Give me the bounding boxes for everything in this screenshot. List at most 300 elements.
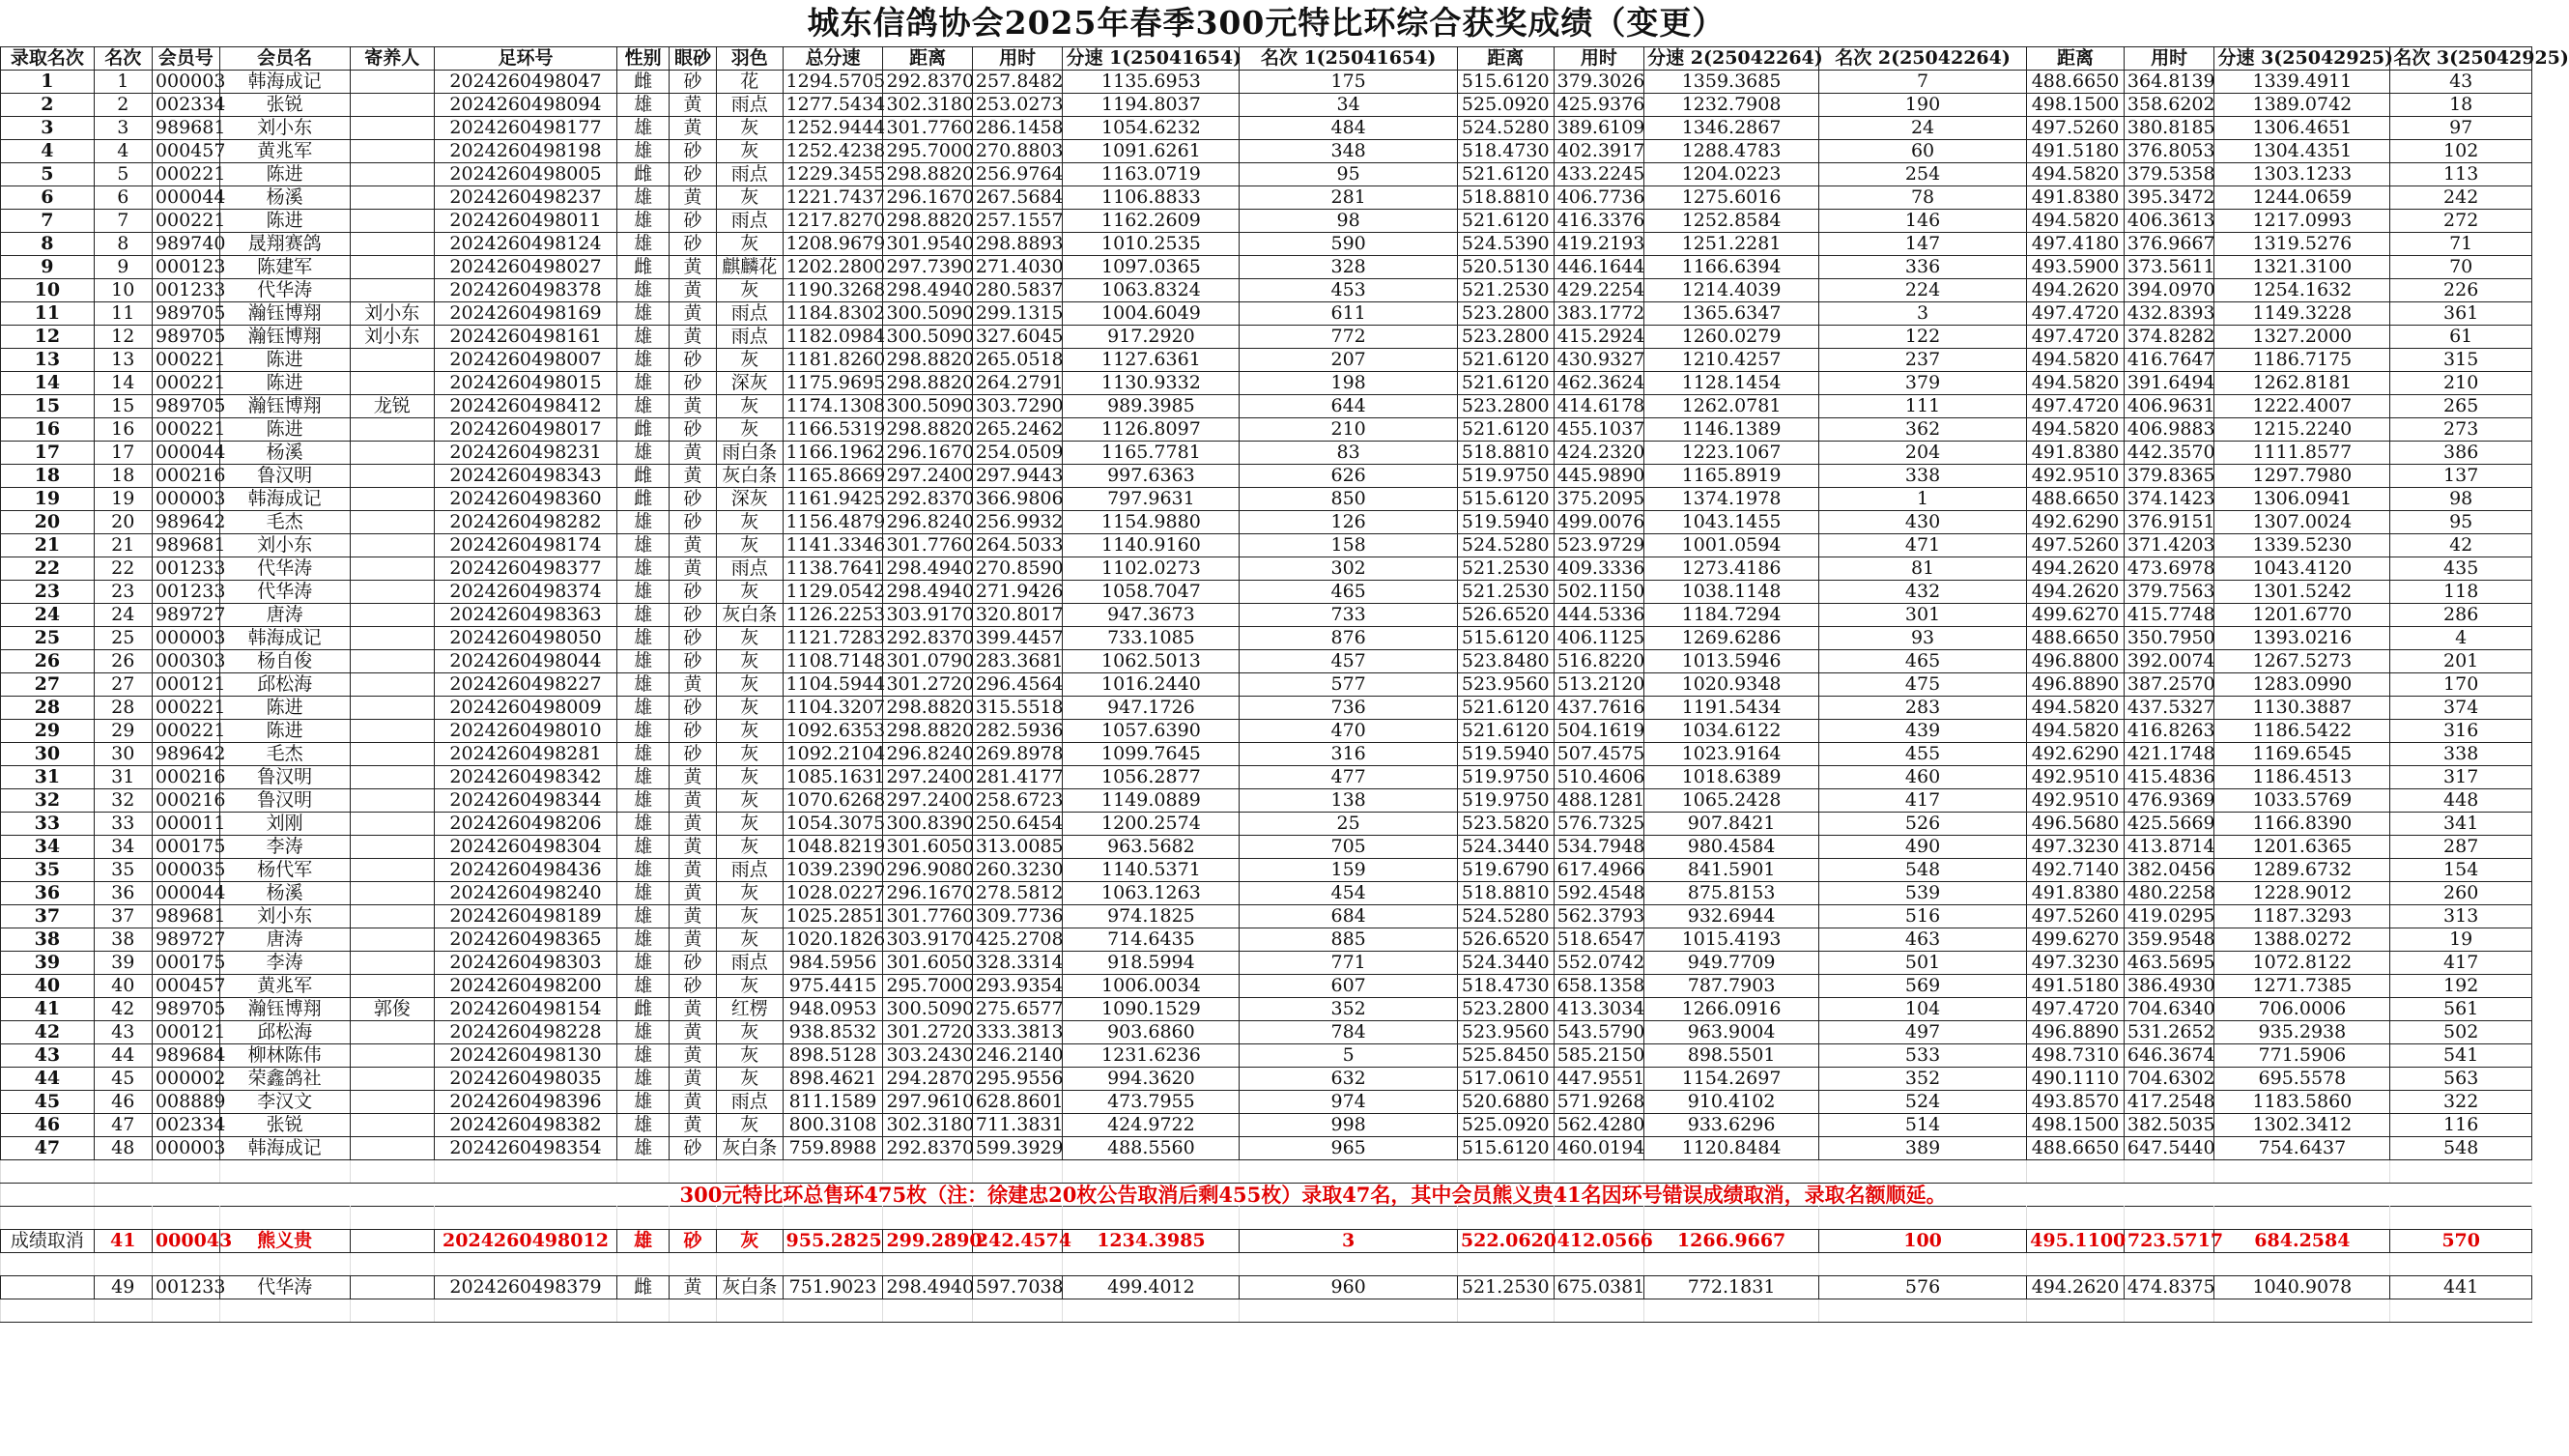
table-cell[interactable]: 19 — [1, 488, 95, 511]
table-cell[interactable]: 533 — [1819, 1044, 2027, 1068]
table-cell[interactable]: 1165.8919 — [1644, 465, 1819, 488]
table-cell[interactable]: 496.8800 — [2027, 650, 2125, 673]
table-cell[interactable]: 34 — [1240, 94, 1458, 117]
table-cell[interactable]: 杨溪 — [219, 186, 350, 210]
table-cell[interactable]: 997.6363 — [1063, 465, 1240, 488]
table-cell[interactable]: 1004.6049 — [1063, 302, 1240, 326]
table-cell[interactable]: 韩海成记 — [219, 71, 350, 94]
table-cell[interactable]: 910.4102 — [1644, 1091, 1819, 1114]
table-cell[interactable]: 1201.6770 — [2214, 604, 2390, 627]
table-cell[interactable]: 25 — [1, 627, 95, 650]
table-cell[interactable]: 30 — [94, 743, 152, 766]
table-cell[interactable]: 492.9510 — [2027, 789, 2125, 813]
table-cell[interactable]: 498.7310 — [2027, 1044, 2125, 1068]
table-cell[interactable]: 刘刚 — [219, 813, 350, 836]
table-cell[interactable] — [350, 627, 434, 650]
table-cell[interactable]: 48 — [94, 1137, 152, 1160]
table-cell[interactable]: 570 — [2390, 1230, 2532, 1253]
table-cell[interactable]: 1020.1826 — [783, 928, 883, 952]
column-header[interactable]: 距离 — [1457, 47, 1554, 71]
table-cell[interactable]: 147 — [1819, 233, 2027, 256]
table-cell[interactable]: 1202.2800 — [783, 256, 883, 279]
table-cell[interactable]: 526.6520 — [1457, 928, 1554, 952]
table-cell[interactable]: 460.0194 — [1554, 1137, 1644, 1160]
table-cell[interactable]: 1090.1529 — [1063, 998, 1240, 1021]
table-cell[interactable]: 雄 — [617, 1091, 670, 1114]
table-cell[interactable]: 雄 — [617, 905, 670, 928]
table-cell[interactable]: 23 — [94, 581, 152, 604]
table-cell[interactable]: 488.6650 — [2027, 488, 2125, 511]
table-cell[interactable]: 282.5936 — [972, 720, 1063, 743]
table-cell[interactable]: 41 — [94, 1230, 152, 1253]
table-cell[interactable]: 2024260498154 — [434, 998, 616, 1021]
table-cell[interactable]: 531.2652 — [2124, 1021, 2214, 1044]
table-cell[interactable]: 001233 — [152, 581, 219, 604]
table-cell[interactable]: 灰 — [716, 1230, 783, 1253]
table-cell[interactable]: 286 — [2390, 604, 2532, 627]
table-cell[interactable]: 1374.1978 — [1644, 488, 1819, 511]
table-cell[interactable]: 20 — [94, 511, 152, 534]
table-cell[interactable]: 雨点 — [716, 302, 783, 326]
table-cell[interactable]: 1208.9679 — [783, 233, 883, 256]
table-cell[interactable]: 黄 — [670, 326, 717, 349]
table-cell[interactable]: 281 — [1240, 186, 1458, 210]
table-cell[interactable]: 000043 — [152, 1230, 219, 1253]
table-cell[interactable]: 砂 — [670, 650, 717, 673]
table-cell[interactable]: 949.7709 — [1644, 952, 1819, 975]
table-cell[interactable]: 郭俊 — [350, 998, 434, 1021]
empty-cell[interactable] — [434, 1253, 616, 1276]
table-cell[interactable]: 2024260498035 — [434, 1068, 616, 1091]
table-cell[interactable]: 雄 — [617, 534, 670, 557]
table-cell[interactable]: 298.4940 — [883, 581, 972, 604]
table-cell[interactable] — [350, 720, 434, 743]
table-cell[interactable]: 435 — [2390, 557, 2532, 581]
table-cell[interactable]: 519.6790 — [1457, 859, 1554, 882]
table-cell[interactable]: 雄 — [617, 720, 670, 743]
table-cell[interactable]: 深灰 — [716, 488, 783, 511]
table-cell[interactable]: 297.9610 — [883, 1091, 972, 1114]
table-cell[interactable]: 265 — [2390, 395, 2532, 418]
table-cell[interactable]: 292.8370 — [883, 627, 972, 650]
table-cell[interactable]: 267.5684 — [972, 186, 1063, 210]
table-cell[interactable]: 519.5940 — [1457, 511, 1554, 534]
table-cell[interactable]: 砂 — [670, 720, 717, 743]
table-cell[interactable]: 2024260498124 — [434, 233, 616, 256]
table-cell[interactable]: 298.8820 — [883, 372, 972, 395]
table-cell[interactable]: 270.8803 — [972, 140, 1063, 163]
table-cell[interactable]: 2024260498378 — [434, 279, 616, 302]
table-cell[interactable]: 1244.0659 — [2214, 186, 2390, 210]
table-cell[interactable]: 45 — [94, 1068, 152, 1091]
table-cell[interactable]: 陈进 — [219, 349, 350, 372]
table-cell[interactable]: 25 — [94, 627, 152, 650]
table-cell[interactable]: 韩海成记 — [219, 488, 350, 511]
table-cell[interactable]: 517.0610 — [1457, 1068, 1554, 1091]
column-header[interactable]: 录取名次 — [1, 47, 95, 71]
table-cell[interactable]: 雨点 — [716, 326, 783, 349]
table-cell[interactable]: 黄 — [670, 279, 717, 302]
column-header[interactable]: 会员名 — [219, 47, 350, 71]
table-cell[interactable]: 唐涛 — [219, 928, 350, 952]
table-cell[interactable]: 2024260498227 — [434, 673, 616, 697]
table-cell[interactable]: 402.3917 — [1554, 140, 1644, 163]
table-cell[interactable]: 521.6120 — [1457, 349, 1554, 372]
table-cell[interactable]: 432 — [1819, 581, 2027, 604]
table-cell[interactable]: 2 — [94, 94, 152, 117]
table-cell[interactable]: 736 — [1240, 697, 1458, 720]
cancel-label[interactable]: 成绩取消 — [1, 1230, 95, 1253]
column-header[interactable]: 寄养人 — [350, 47, 434, 71]
table-cell[interactable]: 518.8810 — [1457, 442, 1554, 465]
column-header[interactable]: 名次 — [94, 47, 152, 71]
table-cell[interactable]: 298.4940 — [883, 279, 972, 302]
table-cell[interactable]: 448 — [2390, 789, 2532, 813]
table-cell[interactable]: 砂 — [670, 418, 717, 442]
table-cell[interactable]: 430.9327 — [1554, 349, 1644, 372]
table-cell[interactable]: 鲁汉明 — [219, 789, 350, 813]
table-cell[interactable]: 2024260498010 — [434, 720, 616, 743]
table-cell[interactable]: 44 — [94, 1044, 152, 1068]
empty-cell[interactable] — [2390, 1299, 2532, 1323]
table-cell[interactable]: 雌 — [617, 488, 670, 511]
table-cell[interactable]: 947.1726 — [1063, 697, 1240, 720]
table-cell[interactable]: 1252.8584 — [1644, 210, 1819, 233]
table-cell[interactable]: 灰 — [716, 743, 783, 766]
column-header[interactable]: 羽色 — [716, 47, 783, 71]
table-cell[interactable]: 406.9631 — [2124, 395, 2214, 418]
table-cell[interactable]: 429.2254 — [1554, 279, 1644, 302]
table-cell[interactable]: 砂 — [670, 511, 717, 534]
table-cell[interactable]: 1183.5860 — [2214, 1091, 2390, 1114]
table-cell[interactable]: 1127.6361 — [1063, 349, 1240, 372]
table-cell[interactable]: 296.9080 — [883, 859, 972, 882]
column-header[interactable]: 用时 — [2124, 47, 2214, 71]
table-cell[interactable]: 韩海成记 — [219, 627, 350, 650]
column-header[interactable]: 性别 — [617, 47, 670, 71]
table-cell[interactable]: 002334 — [152, 94, 219, 117]
table-cell[interactable]: 1054.6232 — [1063, 117, 1240, 140]
empty-cell[interactable] — [783, 1160, 883, 1184]
table-cell[interactable]: 70 — [2390, 256, 2532, 279]
table-cell[interactable]: 980.4584 — [1644, 836, 1819, 859]
table-cell[interactable]: 1070.6268 — [783, 789, 883, 813]
table-cell[interactable]: 晟翔赛鸽 — [219, 233, 350, 256]
table-cell[interactable]: 雄 — [617, 94, 670, 117]
table-cell[interactable]: 1217.0993 — [2214, 210, 2390, 233]
table-cell[interactable]: 158 — [1240, 534, 1458, 557]
table-cell[interactable]: 1149.3228 — [2214, 302, 2390, 326]
table-cell[interactable]: 雄 — [617, 882, 670, 905]
table-cell[interactable]: 898.4621 — [783, 1068, 883, 1091]
table-cell[interactable]: 砂 — [670, 697, 717, 720]
table-cell[interactable]: 348 — [1240, 140, 1458, 163]
table-cell[interactable]: 13 — [1, 349, 95, 372]
table-cell[interactable]: 522.0620 — [1457, 1230, 1554, 1253]
table-cell[interactable] — [350, 279, 434, 302]
table-cell[interactable]: 1194.8037 — [1063, 94, 1240, 117]
table-cell[interactable]: 1302.3412 — [2214, 1114, 2390, 1137]
table-cell[interactable]: 2024260498304 — [434, 836, 616, 859]
table-cell[interactable]: 灰白条 — [716, 465, 783, 488]
table-cell[interactable]: 灰 — [716, 905, 783, 928]
table-cell[interactable]: 519.9750 — [1457, 789, 1554, 813]
table-cell[interactable]: 497.4720 — [2027, 302, 2125, 326]
table-cell[interactable]: 524.5390 — [1457, 233, 1554, 256]
table-cell[interactable]: 104 — [1819, 998, 2027, 1021]
table-cell[interactable]: 424.2320 — [1554, 442, 1644, 465]
table-cell[interactable]: 519.9750 — [1457, 766, 1554, 789]
table-cell[interactable]: 39 — [1, 952, 95, 975]
table-cell[interactable]: 3 — [94, 117, 152, 140]
empty-cell[interactable] — [1819, 1160, 2027, 1184]
table-cell[interactable]: 515.6120 — [1457, 1137, 1554, 1160]
table-cell[interactable]: 杨溪 — [219, 882, 350, 905]
table-cell[interactable]: 292.8370 — [883, 71, 972, 94]
table-cell[interactable]: 524.5280 — [1457, 534, 1554, 557]
table-cell[interactable]: 476.9369 — [2124, 789, 2214, 813]
table-cell[interactable]: 754.6437 — [2214, 1137, 2390, 1160]
table-cell[interactable]: 14 — [1, 372, 95, 395]
empty-cell[interactable] — [716, 1160, 783, 1184]
empty-cell[interactable] — [670, 1160, 717, 1184]
table-cell[interactable]: 433.2245 — [1554, 163, 1644, 186]
table-cell[interactable]: 砂 — [670, 233, 717, 256]
table-cell[interactable]: 102 — [2390, 140, 2532, 163]
table-cell[interactable]: 523.9729 — [1554, 534, 1644, 557]
table-cell[interactable]: 192 — [2390, 975, 2532, 998]
table-cell[interactable]: 黄 — [670, 766, 717, 789]
table-cell[interactable]: 524.5280 — [1457, 905, 1554, 928]
table-cell[interactable]: 灰白条 — [716, 1137, 783, 1160]
table-cell[interactable]: 46 — [94, 1091, 152, 1114]
table-cell[interactable]: 81 — [1819, 557, 2027, 581]
table-cell[interactable]: 杨自俊 — [219, 650, 350, 673]
table-cell[interactable]: 雄 — [617, 1230, 670, 1253]
empty-cell[interactable] — [1, 1276, 95, 1299]
table-cell[interactable]: 283.3681 — [972, 650, 1063, 673]
empty-cell[interactable] — [883, 1253, 972, 1276]
table-cell[interactable] — [350, 186, 434, 210]
table-cell[interactable]: 砂 — [670, 604, 717, 627]
table-cell[interactable]: 628.8601 — [972, 1091, 1063, 1114]
table-cell[interactable]: 1141.3346 — [783, 534, 883, 557]
table-cell[interactable]: 000175 — [152, 952, 219, 975]
table-cell[interactable]: 772.1831 — [1644, 1276, 1819, 1299]
table-cell[interactable]: 000044 — [152, 442, 219, 465]
table-cell[interactable]: 494.2620 — [2027, 1276, 2125, 1299]
table-cell[interactable]: 唐涛 — [219, 604, 350, 627]
table-cell[interactable]: 14 — [94, 372, 152, 395]
table-cell[interactable]: 175 — [1240, 71, 1458, 94]
table-cell[interactable]: 295.7000 — [883, 140, 972, 163]
table-cell[interactable]: 463 — [1819, 928, 2027, 952]
table-cell[interactable]: 260 — [2390, 882, 2532, 905]
table-cell[interactable]: 521.6120 — [1457, 372, 1554, 395]
table-cell[interactable]: 543.5790 — [1554, 1021, 1644, 1044]
table-cell[interactable]: 513.2120 — [1554, 673, 1644, 697]
table-cell[interactable]: 309.7736 — [972, 905, 1063, 928]
table-cell[interactable]: 382.5035 — [2124, 1114, 2214, 1137]
table-cell[interactable]: 深灰 — [716, 372, 783, 395]
table-cell[interactable]: 122 — [1819, 326, 2027, 349]
table-cell[interactable]: 441 — [2390, 1276, 2532, 1299]
empty-cell[interactable] — [1457, 1207, 1554, 1230]
table-cell[interactable]: 576.7325 — [1554, 813, 1644, 836]
table-cell[interactable]: 1294.5705 — [783, 71, 883, 94]
table-cell[interactable]: 1104.3207 — [783, 697, 883, 720]
table-cell[interactable] — [350, 511, 434, 534]
table-cell[interactable]: 475 — [1819, 673, 2027, 697]
table-cell[interactable]: 雄 — [617, 557, 670, 581]
column-header[interactable]: 分速 1(25041654) — [1063, 47, 1240, 71]
table-cell[interactable]: 38 — [1, 928, 95, 952]
table-cell[interactable]: 524.5280 — [1457, 117, 1554, 140]
table-cell[interactable]: 1126.8097 — [1063, 418, 1240, 442]
table-cell[interactable]: 黄 — [670, 442, 717, 465]
table-cell[interactable] — [350, 1114, 434, 1137]
table-cell[interactable]: 36 — [1, 882, 95, 905]
table-cell[interactable]: 617.4966 — [1554, 859, 1644, 882]
table-cell[interactable]: 647.5440 — [2124, 1137, 2214, 1160]
table-cell[interactable]: 46 — [1, 1114, 95, 1137]
table-cell[interactable]: 415.7748 — [2124, 604, 2214, 627]
table-cell[interactable]: 850 — [1240, 488, 1458, 511]
table-cell[interactable]: 27 — [94, 673, 152, 697]
table-cell[interactable]: 1200.2574 — [1063, 813, 1240, 836]
empty-cell[interactable] — [1, 1160, 95, 1184]
table-cell[interactable]: 000035 — [152, 859, 219, 882]
empty-cell[interactable] — [783, 1207, 883, 1230]
table-cell[interactable]: 1346.2867 — [1644, 117, 1819, 140]
table-cell[interactable]: 322 — [2390, 1091, 2532, 1114]
table-cell[interactable]: 379.5358 — [2124, 163, 2214, 186]
table-cell[interactable]: 13 — [94, 349, 152, 372]
table-cell[interactable]: 242.4574 — [972, 1230, 1063, 1253]
table-cell[interactable] — [350, 928, 434, 952]
table-cell[interactable]: 2024260498094 — [434, 94, 616, 117]
table-cell[interactable]: 黄 — [670, 998, 717, 1021]
table-cell[interactable]: 1121.7283 — [783, 627, 883, 650]
table-cell[interactable]: 421.1748 — [2124, 743, 2214, 766]
empty-cell[interactable] — [1240, 1299, 1458, 1323]
table-cell[interactable]: 523.2800 — [1457, 998, 1554, 1021]
empty-cell[interactable] — [783, 1299, 883, 1323]
table-cell[interactable]: 2024260498436 — [434, 859, 616, 882]
empty-cell[interactable] — [883, 1207, 972, 1230]
empty-cell[interactable] — [350, 1253, 434, 1276]
table-cell[interactable]: 379.3026 — [1554, 71, 1644, 94]
table-cell[interactable]: 灰 — [716, 186, 783, 210]
empty-cell[interactable] — [883, 1160, 972, 1184]
table-cell[interactable]: 491.8380 — [2027, 882, 2125, 905]
table-cell[interactable]: 陈进 — [219, 697, 350, 720]
table-cell[interactable]: 989740 — [152, 233, 219, 256]
empty-cell[interactable] — [1, 1207, 95, 1230]
empty-cell[interactable] — [2027, 1207, 2125, 1230]
table-cell[interactable]: 5 — [94, 163, 152, 186]
table-cell[interactable]: 雄 — [617, 233, 670, 256]
table-cell[interactable]: 328 — [1240, 256, 1458, 279]
table-cell[interactable]: 297.2400 — [883, 465, 972, 488]
table-cell[interactable]: 477 — [1240, 766, 1458, 789]
table-cell[interactable]: 2024260498365 — [434, 928, 616, 952]
table-cell[interactable]: 23 — [1, 581, 95, 604]
table-cell[interactable]: 415.2924 — [1554, 326, 1644, 349]
table-cell[interactable]: 301.7760 — [883, 117, 972, 140]
table-cell[interactable]: 1140.5371 — [1063, 859, 1240, 882]
table-cell[interactable]: 5 — [1240, 1044, 1458, 1068]
table-cell[interactable]: 406.9883 — [2124, 418, 2214, 442]
table-cell[interactable]: 陈进 — [219, 720, 350, 743]
table-cell[interactable]: 雄 — [617, 789, 670, 813]
table-cell[interactable]: 300.5090 — [883, 395, 972, 418]
table-cell[interactable]: 492.9510 — [2027, 465, 2125, 488]
table-cell[interactable]: 328.3314 — [972, 952, 1063, 975]
empty-cell[interactable] — [2124, 1299, 2214, 1323]
table-cell[interactable]: 465 — [1819, 650, 2027, 673]
table-cell[interactable]: 98 — [1240, 210, 1458, 233]
table-cell[interactable]: 1252.4238 — [783, 140, 883, 163]
table-cell[interactable]: 陈进 — [219, 418, 350, 442]
table-cell[interactable]: 301 — [1819, 604, 2027, 627]
table-cell[interactable] — [350, 372, 434, 395]
table-cell[interactable]: 298.4940 — [883, 1276, 972, 1299]
table-cell[interactable]: 000303 — [152, 650, 219, 673]
table-cell[interactable]: 439 — [1819, 720, 2027, 743]
table-cell[interactable]: 270.8590 — [972, 557, 1063, 581]
table-cell[interactable]: 韩海成记 — [219, 1137, 350, 1160]
empty-cell[interactable] — [1554, 1299, 1644, 1323]
table-cell[interactable]: 1111.8577 — [2214, 442, 2390, 465]
table-cell[interactable]: 000221 — [152, 210, 219, 233]
table-cell[interactable]: 1359.3685 — [1644, 71, 1819, 94]
table-cell[interactable]: 2024260498007 — [434, 349, 616, 372]
table-cell[interactable]: 24 — [1, 604, 95, 627]
table-cell[interactable]: 1062.5013 — [1063, 650, 1240, 673]
table-cell[interactable]: 雄 — [617, 1044, 670, 1068]
table-cell[interactable]: 代华涛 — [219, 581, 350, 604]
table-cell[interactable]: 146 — [1819, 210, 2027, 233]
table-cell[interactable]: 2 — [1, 94, 95, 117]
table-cell[interactable]: 1184.8302 — [783, 302, 883, 326]
table-cell[interactable]: 416.7647 — [2124, 349, 2214, 372]
table-cell[interactable]: 1289.6732 — [2214, 859, 2390, 882]
table-cell[interactable]: 523.2800 — [1457, 302, 1554, 326]
table-cell[interactable]: 491.8380 — [2027, 442, 2125, 465]
table-cell[interactable]: 黄兆军 — [219, 140, 350, 163]
table-cell[interactable]: 446.1644 — [1554, 256, 1644, 279]
table-cell[interactable]: 705 — [1240, 836, 1458, 859]
table-cell[interactable]: 350.7950 — [2124, 627, 2214, 650]
table-cell[interactable]: 297.9443 — [972, 465, 1063, 488]
table-cell[interactable]: 361 — [2390, 302, 2532, 326]
table-cell[interactable]: 1128.1454 — [1644, 372, 1819, 395]
table-cell[interactable]: 242 — [2390, 186, 2532, 210]
table-cell[interactable]: 514 — [1819, 1114, 2027, 1137]
table-cell[interactable]: 1106.8833 — [1063, 186, 1240, 210]
table-cell[interactable]: 邱松海 — [219, 673, 350, 697]
table-cell[interactable]: 雄 — [617, 975, 670, 998]
table-cell[interactable]: 1015.4193 — [1644, 928, 1819, 952]
table-cell[interactable]: 293.9354 — [972, 975, 1063, 998]
table-cell[interactable]: 246.2140 — [972, 1044, 1063, 1068]
table-cell[interactable]: 437.7616 — [1554, 697, 1644, 720]
table-cell[interactable]: 903.6860 — [1063, 1021, 1240, 1044]
table-cell[interactable]: 811.1589 — [783, 1091, 883, 1114]
table-cell[interactable]: 000221 — [152, 372, 219, 395]
table-cell[interactable]: 280.5837 — [972, 279, 1063, 302]
